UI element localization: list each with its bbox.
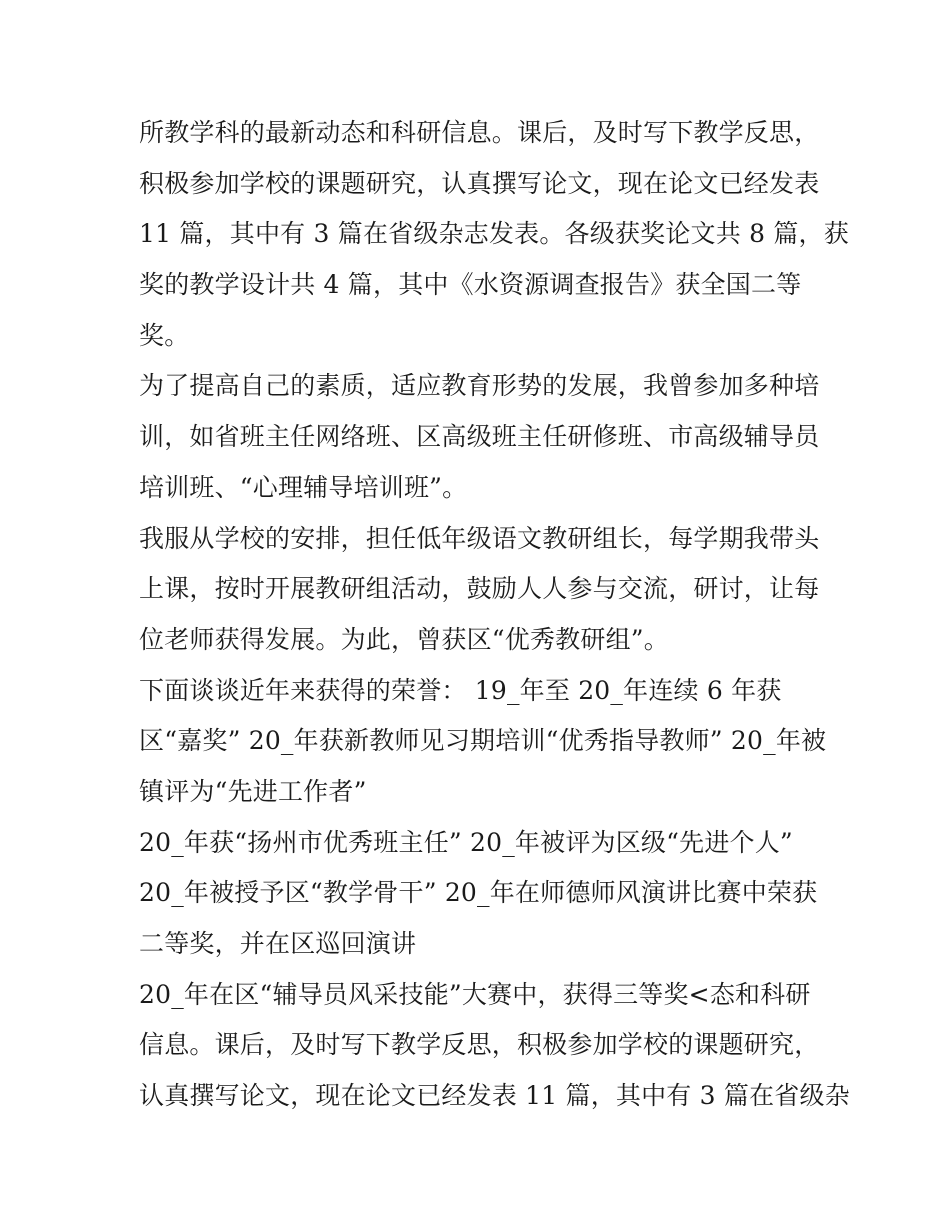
text-line: 为了提高自己的素质，适应教育形势的发展，我曾参加多种培	[139, 371, 820, 401]
text-line: 认真撰写论文，现在论文已经发表 11 篇，其中有 3 篇在省级杂	[139, 1081, 850, 1111]
text-line: 奖。	[139, 320, 190, 350]
text-line: 培训班、“心理辅导培训班”。	[139, 472, 468, 502]
text-line: 积极参加学校的课题研究，认真撰写论文，现在论文已经发表	[139, 168, 820, 198]
text-line: 镇评为“先进工作者”	[139, 776, 367, 806]
text-line: 奖的教学设计共 4 篇，其中《水资源调查报告》获全国二等	[139, 270, 802, 300]
text-line: 训，如省班主任网络班、区高级班主任研修班、市高级辅导员	[139, 422, 820, 452]
text-line: 区“嘉奖” 20_年获新教师见习期培训“优秀指导教师” 20_年被	[139, 726, 827, 756]
text-line: 信息。课后，及时写下教学反思，积极参加学校的课题研究，	[139, 1030, 820, 1060]
text-line: 二等奖，并在区巡回演讲	[139, 929, 417, 958]
text-line: 我服从学校的安排，担任低年级语文教研组长，每学期我带头	[139, 523, 820, 553]
text-line: 所教学科的最新动态和科研信息。课后，及时写下教学反思，	[139, 118, 820, 147]
text-line: 20_年在区“辅导员风采技能”大赛中，获得三等奖<态和科研	[139, 979, 811, 1009]
text-line: 20_年获“扬州市优秀班主任” 20_年被评为区级“先进个人”	[139, 827, 793, 857]
text-line: 11 篇，其中有 3 篇在省级杂志发表。各级获奖论文共 8 篇，获	[139, 219, 849, 249]
text-line: 位老师获得发展。为此，曾获区“优秀教研组”。	[139, 624, 669, 654]
text-line: 下面谈谈近年来获得的荣誉： 19_年至 20_年连续 6 年获	[139, 675, 782, 705]
text-line: 上课，按时开展教研组活动，鼓励人人参与交流，研讨，让每	[139, 574, 820, 604]
text-line: 20_年被授予区“教学骨干” 20_年在师德师风演讲比赛中荣获	[139, 878, 818, 908]
document-body	[139, 108, 850, 1122]
